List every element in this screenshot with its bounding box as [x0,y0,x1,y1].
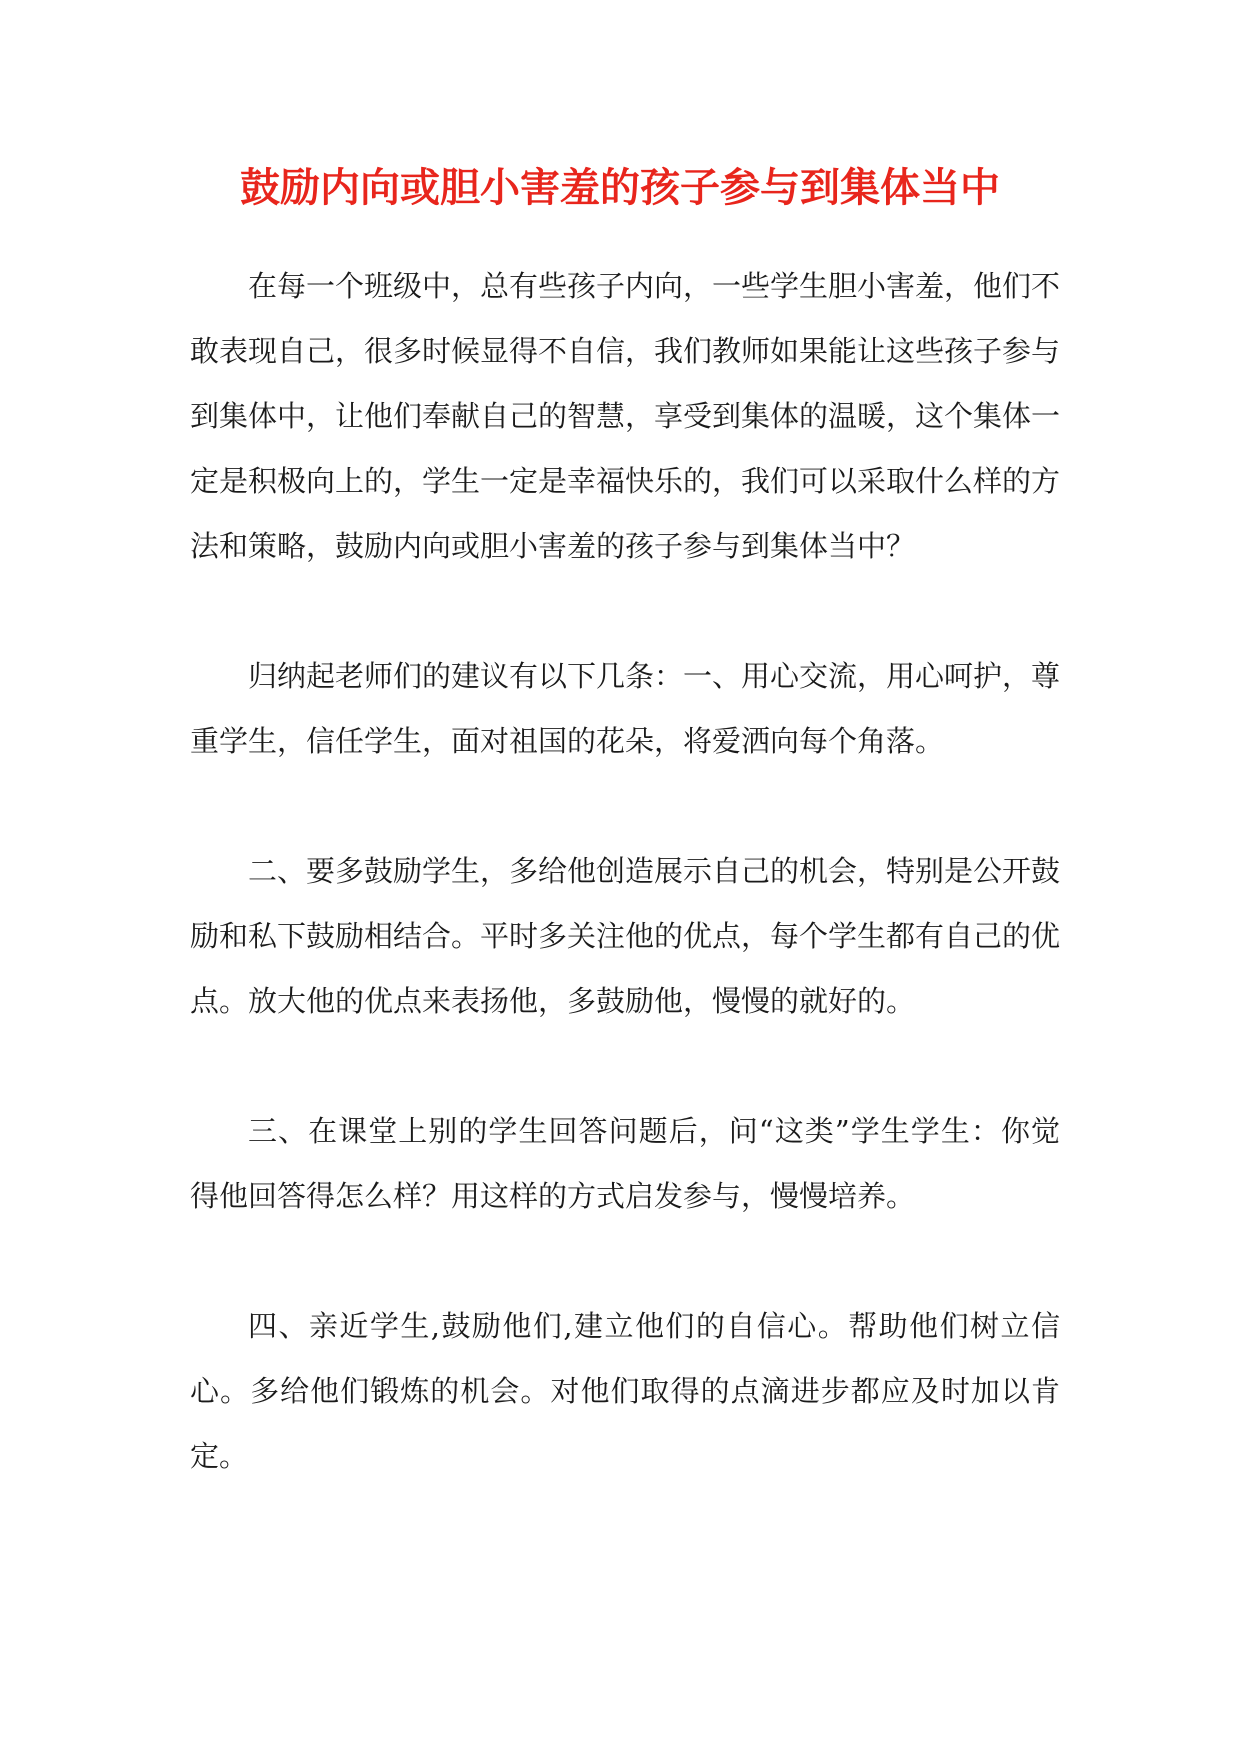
paragraph-suggestion-3: 三、在课堂上别的学生回答问题后，问“这类”学生学生：你觉得他回答得怎么样？用这样的方式启发参与，慢慢培养。 [190,1114,1060,1213]
paragraph-intro: 在每一个班级中，总有些孩子内向，一些学生胆小害羞，他们不敢表现自己，很多时候显得不自信，我们教师如果能让这些孩子参与到集体中，让他们奉献自己的智慧，享受到集体的温暖，这个集体一定是积极向上的，学生一定是幸福快乐的，我们可以采取什么样的方法和策略，鼓励内向或胆小害羞的孩子参与到集体当中？ [190,269,1061,563]
document-body [190,254,1060,1554]
paragraph-suggestion-2: 二、要多鼓励学生，多给他创造展示自己的机会，特别是公开鼓励和私下鼓励相结合。平时多关注他的优点，每个学生都有自己的优点。放大他的优点来表扬他，多鼓励他，慢慢的就好的。 [190,854,1061,1018]
paragraph-suggestion-4: 四、亲近学生,鼓励他们,建立他们的自信心。帮助他们树立信心。多给他们锻炼的机会。对他们取得的点滴进步都应及时加以肯定。 [190,1309,1060,1473]
document-title: 鼓励内向或胆小害羞的孩子参与到集体当中 [240,164,1000,211]
paragraph-suggestion-1: 归纳起老师们的建议有以下几条：一、用心交流，用心呵护，尊重学生，信任学生，面对祖国的花朵，将爱洒向每个角落。 [190,659,1061,758]
